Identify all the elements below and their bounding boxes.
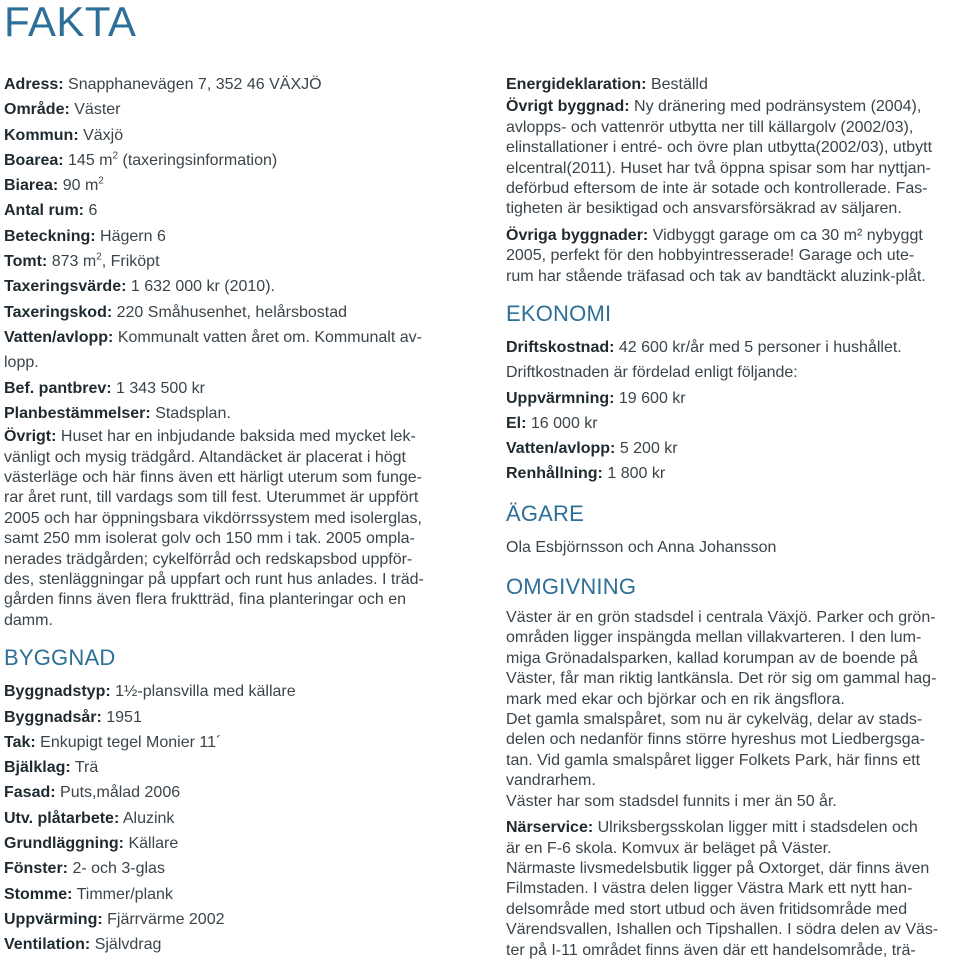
kostnad-uppvarmning: Uppvärmning: 19 600 kr xyxy=(506,389,686,407)
ovrigt-line: samt 250 mm isolerat golv och 150 mm i tak. 2005 ompla- xyxy=(4,530,415,548)
kostnad-el: El: 16 000 kr xyxy=(506,414,598,432)
ovrigt-byggnad-line: deförbud eftersom de inte är sotade och kontrollerade. Fas- xyxy=(506,179,928,197)
byggnad-stomme: Stomme: Timmer/plank xyxy=(4,885,173,903)
byggnad-uppvarming: Uppvärming: Fjärrvärme 2002 xyxy=(4,910,225,928)
ovrigt-line: västerläge och här finns även ett härligt uterum som funge- xyxy=(4,468,422,486)
omgivning-line: mark med ekar och björkar och en rik ängsflora. xyxy=(506,690,845,708)
fact-taxeringskod: Taxeringskod: 220 Småhusenhet, helårsbostad xyxy=(4,303,348,321)
byggnad-tak: Tak: Enkupigt tegel Monier 11´ xyxy=(4,733,222,751)
omgivning-line: Det gamla smalspåret, som nu är cykelväg, delar av stads- xyxy=(506,711,923,729)
agare-names: Ola Esbjörnsson och Anna Johansson xyxy=(506,538,777,556)
ovrigt-line: damm. xyxy=(4,611,53,629)
narservice-line: delsområde med stort utbud och även fritidsområde med xyxy=(506,900,908,918)
fact-antal-rum: Antal rum: 6 xyxy=(4,202,98,220)
ovrigt-line: gården finns även flera fruktträd, fina planteringar och en xyxy=(4,591,407,609)
ovrigt-line: des, stenläggningar på uppfart och runt hus anlades. I träd- xyxy=(4,571,424,588)
left-column xyxy=(4,72,456,957)
ovrigt-line: nerades trädgården; cykelförråd och redskapsbod uppför- xyxy=(4,550,413,568)
ovrigt-byggnad-line: elinstallationer i entré- och övre plan utbytta(2002/03), utbytt xyxy=(506,139,933,157)
section-heading-agare: ÄGARE xyxy=(506,500,585,526)
ovrigt-line: 2005 och har öppningsbara vikdörrssystem med isolerglas, xyxy=(4,509,422,527)
fact-planbestammelser: Planbestämmelser: Stadsplan. xyxy=(4,404,231,422)
ovrigt-byggnad-line: avlopps- och vattenrör utbytta ner till källargolv (2002/03), xyxy=(506,118,914,136)
omgivning-line: Väster har som stadsdel funnits i mer än 50 år. xyxy=(506,792,837,810)
byggnad-bjalklag: Bjälklag: Trä xyxy=(4,759,99,777)
ovrigt-line: rar året runt, till vardags som till fest. Uterummet är uppfört xyxy=(4,489,419,507)
narservice-block xyxy=(506,818,958,961)
fact-kommun: Kommun: Växjö xyxy=(4,126,124,144)
fact-vatten-avlopp-cont: lopp. xyxy=(4,354,39,372)
narservice-line: Närservice: Ulriksbergsskolan ligger mitt i stadsdelen och xyxy=(506,819,918,837)
omgivning-line: Väster är en grön stadsdel i centrala Växjö. Parker och grön- xyxy=(506,609,936,627)
ovrigt-byggnad-line: tigheten är besiktigad och ansvarsförsäkrad av säljaren. xyxy=(506,200,902,218)
omgivning-line: områden ligger inspängda mellan villakvarteren. I den lum- xyxy=(506,629,922,647)
byggnad-ventilation: Ventilation: Självdrag xyxy=(4,936,162,954)
omgivning-line: delen och nedanför finns större hyreshus mot Liedbergsga- xyxy=(506,731,925,749)
kostnad-renhallning: Renhållning: 1 800 kr xyxy=(506,465,666,483)
ovriga-byggnader-line: rum har stående träfasad och tak av bandtäckt aluzink-plåt. xyxy=(506,267,926,285)
byggnad-byggnadstyp: Byggnadstyp: 1½-plansvilla med källare xyxy=(4,683,296,701)
fact-pantbrev: Bef. pantbrev: 1 343 500 kr xyxy=(4,379,205,397)
omgivning-line: tan. Vid gamla smalspåret ligger Folkets Park, här finns ett xyxy=(506,751,921,769)
section-heading-byggnad: BYGGNAD xyxy=(4,645,116,671)
omgivning-block xyxy=(506,608,958,812)
ovriga-byggnader-line: Övriga byggnader: Vidbyggt garage om ca 30 m² nybyggt xyxy=(506,226,923,244)
narservice-line: ter på I-11 området finns även där ett handelsområde, trä- xyxy=(506,941,916,959)
byggnad-fonster: Fönster: 2- och 3-glas xyxy=(4,860,165,878)
energideklaration: Energideklaration: Beställd xyxy=(506,76,708,93)
right-column xyxy=(506,72,958,961)
narservice-line: Filmstaden. I västra delen ligger Västra Mark ett nytt han- xyxy=(506,880,913,898)
narservice-line: är en F-6 skola. Komvux är beläget på Väster. xyxy=(506,839,832,857)
byggnad-byggnadsar: Byggnadsår: 1951 xyxy=(4,708,142,726)
narservice-line: Närmaste livsmedelsbutik ligger på Oxtorget, där finns även xyxy=(506,859,930,877)
driftskostnad-note: Driftkostnaden är fördelad enligt följande: xyxy=(506,364,798,382)
ovrigt-line: Övrigt: Huset har en inbjudande baksida med mycket lek- xyxy=(4,428,416,446)
fact-boarea: Boarea: 145 $m^2$ (taxeringsinformation) xyxy=(4,150,278,169)
ovrigt-byggnad-line: elcentral(2011). Huset har två öppna spisar som har nyttjan- xyxy=(506,159,931,177)
fact-beteckning: Beteckning: Hägern 6 xyxy=(4,227,166,245)
ovrigt-block xyxy=(4,427,456,631)
fact-omrade: Område: Väster xyxy=(4,101,121,119)
fact-biarea: Biarea: 90 $m^2$ xyxy=(4,175,104,195)
byggnad-platarbete: Utv. plåtarbete: Aluzink xyxy=(4,809,175,827)
omgivning-line: miga Grönadalsparken, kallad korumpan av de boende på xyxy=(506,649,918,667)
driftskostnad: Driftskostnad: 42 600 kr/år med 5 personer i hushållet. xyxy=(506,338,902,356)
ovriga-byggnader-block xyxy=(506,226,958,287)
fact-vatten-avlopp: Vatten/avlopp: Kommunalt vatten året om. Kommunalt av- xyxy=(4,328,422,346)
ovrigt-byggnad-block xyxy=(506,97,958,219)
byggnad-fasad: Fasad: Puts,målad 2006 xyxy=(4,784,181,802)
omgivning-line: Väster, får man riktig lantkänsla. Det rör sig om gammal hag- xyxy=(506,670,937,688)
omgivning-line: vandrarhem. xyxy=(506,772,596,790)
page-title: FAKTA xyxy=(4,0,137,45)
fact-taxeringsvarde: Taxeringsvärde: 1 632 000 kr (2010). xyxy=(4,278,275,296)
byggnad-grundlaggning: Grundläggning: Källare xyxy=(4,835,179,852)
ovrigt-line: vänligt och mysig trädgård. Altandäcket är placerat i högt xyxy=(4,448,406,466)
ovrigt-byggnad-line: Övrigt byggnad: Ny dränering med podränsystem (2004), xyxy=(506,98,922,116)
section-heading-omgivning: OMGIVNING xyxy=(506,574,637,600)
section-heading-ekonomi: EKONOMI xyxy=(506,300,612,326)
narservice-line: Värendsvallen, Ishallen och Tipshallen. I södra delen av Väs- xyxy=(506,921,939,939)
fact-adress: Adress: Snapphanevägen 7, 352 46 VÄXJÖ xyxy=(4,76,322,93)
fact-tomt: Tomt: 873 $m^2$, Friköpt xyxy=(4,251,160,271)
ovriga-byggnader-line: 2005, perfekt för den hobbyintresserade! Garage och ute- xyxy=(506,247,915,265)
kostnad-vatten-avlopp: Vatten/avlopp: 5 200 kr xyxy=(506,440,678,458)
